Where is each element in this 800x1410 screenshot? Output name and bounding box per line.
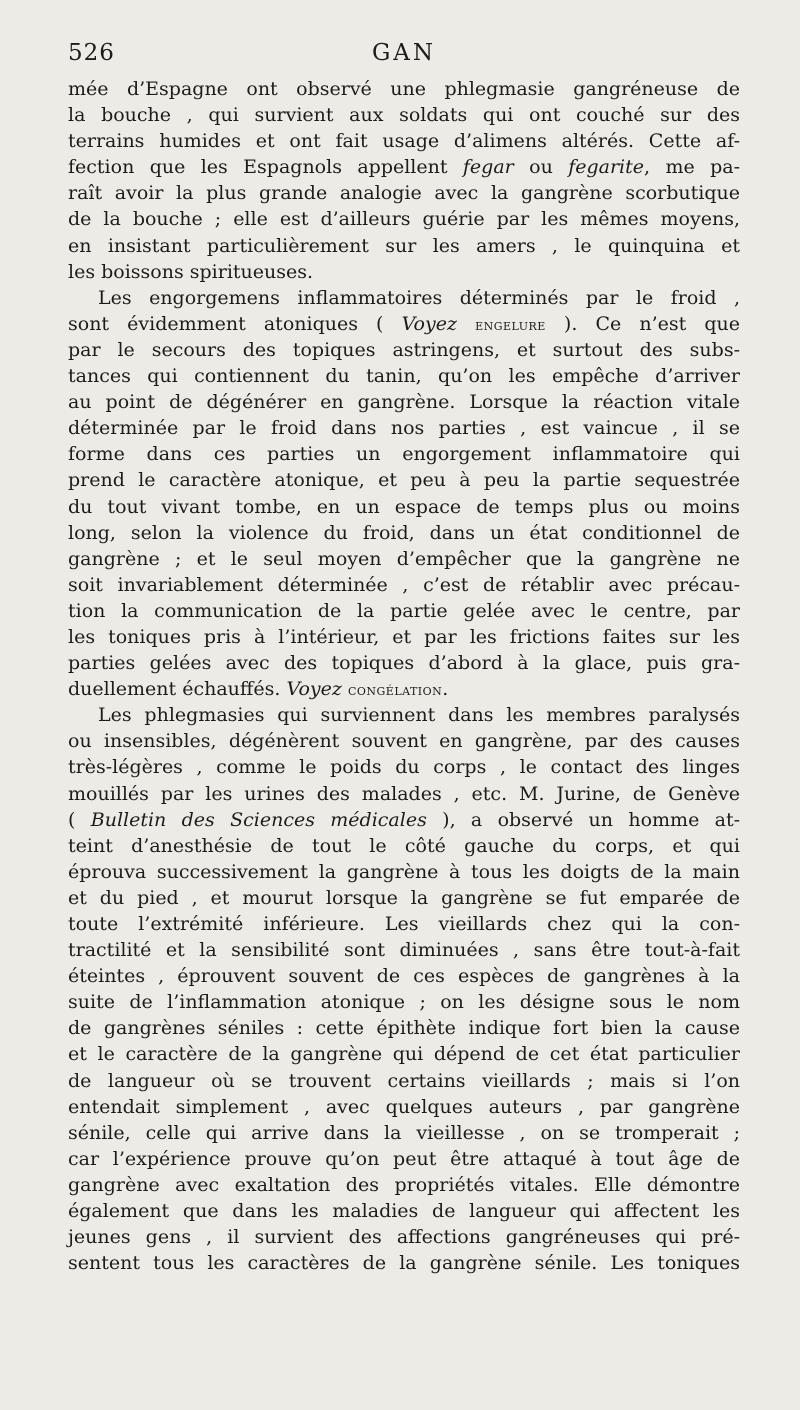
text-line: suite de l’inflammation atonique ; on les désigne sous le nom bbox=[68, 991, 740, 1014]
text-line: soit invariablement déterminée , c’est de rétablir avec précau- bbox=[68, 573, 740, 596]
body-text bbox=[68, 76, 740, 1276]
text-line: car l’expérience prouve qu’on peut être attaqué à tout âge de bbox=[68, 1147, 740, 1170]
italic-text: Voyez bbox=[286, 678, 342, 701]
small-caps-reference: engelure bbox=[475, 315, 546, 334]
text-line: ou insensibles, dégénèrent souvent en gangrène, par des causes bbox=[68, 730, 740, 753]
text-line: également que dans les maladies de langueur qui affectent les bbox=[68, 1200, 740, 1223]
text-line: de gangrènes séniles : cette épithète indique fort bien la cause bbox=[68, 1017, 740, 1040]
text-line: du tout vivant tombe, en un espace de temps plus ou moins bbox=[68, 495, 740, 518]
text-line: raît avoir la plus grande analogie avec la gangrène scorbutique bbox=[68, 182, 740, 205]
text-line: long, selon la violence du froid, dans un état conditionnel de bbox=[68, 521, 740, 544]
italic-text: Voyez bbox=[401, 312, 457, 335]
text-line: tances qui contiennent du tanin, qu’on les empêche d’arriver bbox=[68, 365, 740, 388]
text-line: tractilité et la sensibilité sont diminuées , sans être tout-à-fait bbox=[68, 939, 740, 962]
text-line: et le caractère de la gangrène qui dépend de cet état particulier bbox=[68, 1043, 740, 1066]
text-line: tion la communication de la partie gelée avec le centre, par bbox=[68, 599, 740, 622]
text-line: parties gelées avec des topiques d’abord à la glace, puis gra- bbox=[68, 652, 740, 675]
italic-text: Bulletin des Sciences médicales bbox=[90, 808, 427, 831]
text-line: éteintes , éprouvent souvent de ces espèces de gangrènes à la bbox=[68, 965, 740, 988]
text-line: ( Bulletin des Sciences médicales ), a observé un homme at- bbox=[68, 808, 741, 831]
text-line: très-légères , comme le poids du corps , le contact des linges bbox=[68, 756, 740, 779]
text-line: en insistant particulièrement sur les amers , le quinquina et bbox=[68, 234, 740, 257]
text-line: toute l’extrémité inférieure. Les vieillards chez qui la con- bbox=[68, 913, 740, 935]
text-line: prend le caractère atonique, et peu à peu la partie sequestrée bbox=[68, 469, 740, 492]
text-line: terrains humides et ont fait usage d’alimens altérés. Cette af- bbox=[68, 130, 740, 153]
text-line: mouillés par les urines des malades , etc. M. Jurine, de Genève bbox=[68, 782, 740, 805]
text-line: les boissons spiritueuses. bbox=[68, 260, 314, 283]
text-line: et du pied , et mourut lorsque la gangrène se fut emparée de bbox=[68, 886, 740, 909]
text-line: mée d’Espagne ont observé une phlegmasie gangréneuse de bbox=[68, 78, 740, 100]
text-line: déterminée par le froid dans nos parties , est vaincue , il se bbox=[68, 417, 740, 440]
text-line: au point de dégénérer en gangrène. Lorsque la réaction vitale bbox=[68, 391, 740, 414]
text-line: forme dans ces parties un engorgement inflammatoire qui bbox=[68, 443, 740, 466]
text-line: de langueur où se trouvent certains vieillards ; mais si l’on bbox=[68, 1069, 740, 1092]
text-line: sentent tous les caractères de la gangrène sénile. Les toniques bbox=[68, 1252, 740, 1275]
italic-text: fegar bbox=[462, 156, 514, 179]
page-header bbox=[68, 40, 740, 74]
text-line: sénile, celle qui arrive dans la vieillesse , on se tromperait ; bbox=[68, 1121, 740, 1144]
text-line: teint d’anesthésie de tout le côté gauche du corps, et qui bbox=[68, 834, 740, 857]
text-line: sont évidemment atoniques ( Voyez engelure ). Ce n’est que bbox=[68, 312, 740, 335]
text-line: duellement échauffés. Voyez congélation. bbox=[68, 678, 449, 701]
text-line: Les phlegmasies qui surviennent dans les membres paralysés bbox=[98, 704, 740, 727]
italic-text: fegarite bbox=[568, 156, 645, 179]
text-line: la bouche , qui survient aux soldats qui ont couché sur des bbox=[68, 104, 740, 127]
text-line: jeunes gens , il survient des affections gangréneuses qui pré- bbox=[68, 1226, 740, 1249]
text-line: les toniques pris à l’intérieur, et par les frictions faites sur les bbox=[68, 625, 740, 648]
page-number: 526 bbox=[68, 40, 115, 66]
text-line: de la bouche ; elle est d’ailleurs guérie par les mêmes moyens, bbox=[68, 208, 740, 231]
text-line: gangrène ; et le seul moyen d’empêcher que la gangrène ne bbox=[68, 547, 740, 570]
text-line: gangrène avec exaltation des propriétés vitales. Elle démontre bbox=[68, 1173, 740, 1196]
text-line: éprouva successivement la gangrène à tous les doigts de la main bbox=[68, 860, 740, 883]
small-caps-reference: congélation bbox=[347, 681, 443, 700]
text-line: par le secours des topiques astringens, et surtout des subs- bbox=[68, 338, 740, 361]
text-line: Les engorgemens inflammatoires déterminés par le froid , bbox=[98, 286, 740, 309]
running-head: GAN bbox=[371, 40, 437, 66]
text-line: entendait simplement , avec quelques auteurs , par gangrène bbox=[68, 1095, 740, 1118]
text-line: fection que les Espagnols appellent fegar ou fegarite, me pa- bbox=[68, 156, 740, 179]
